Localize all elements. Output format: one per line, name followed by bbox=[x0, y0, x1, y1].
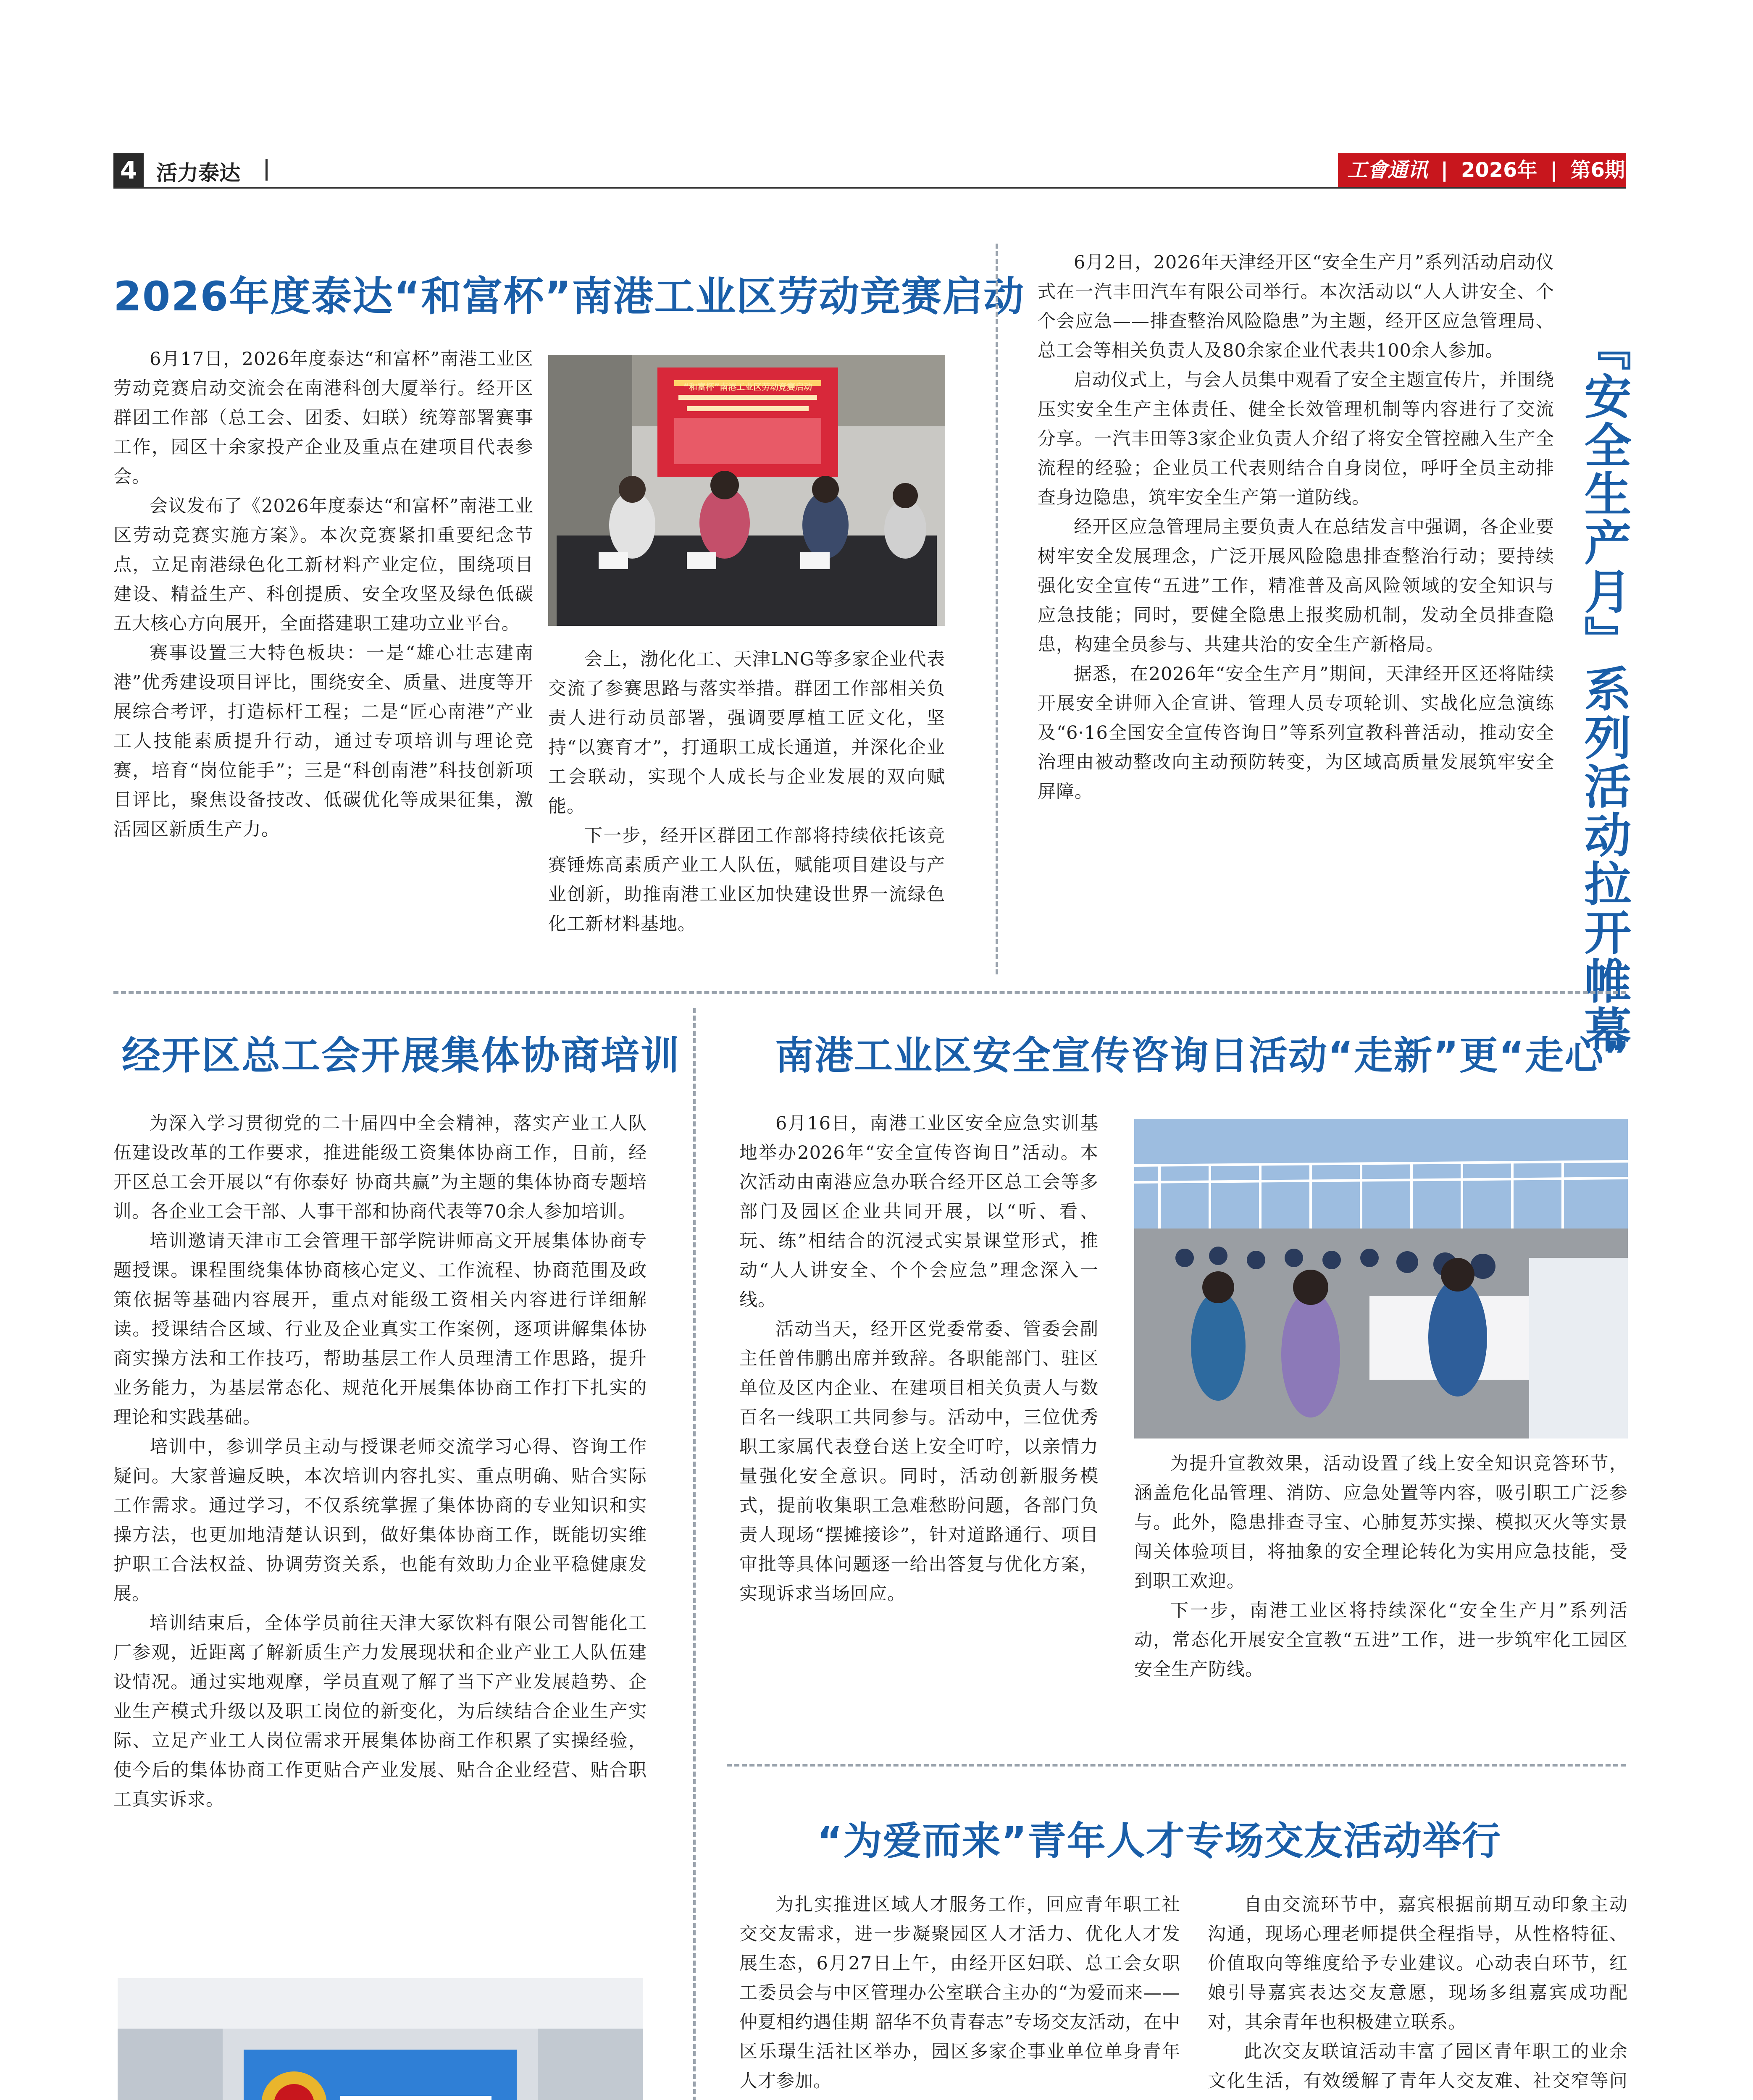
section-divider bbox=[727, 1764, 1626, 1767]
paragraph bbox=[739, 2096, 1180, 2100]
vertical-title: 『安全生产月』系列活动拉开帷幕 bbox=[1577, 323, 1631, 1054]
header-sep: | bbox=[1550, 158, 1558, 182]
article-title: “为爱而来”青年人才专场交友活动举行 bbox=[817, 1819, 1501, 1864]
banner-text: “和富杯”南港工业区劳动竞赛启动 bbox=[683, 382, 812, 392]
paragraph: 会上，渤化化工、天津LNG等多家企业代表交流了参赛思路与落实举措。群团工作部相关负责人进行动员部署，强调要厚植工匠文化，坚持“以赛育才”，打通职工成长通道，并深化企业工会联动，实现个人成长与企业发展的双向赋能。 bbox=[548, 649, 945, 817]
paragraph: 经开区应急管理局主要负责人在总结发言中强调，各企业要树牢安全发展理念，广泛开展风险隐患排查整治行动；要持续强化安全宣传“五进”工作，精准普及高风险领域的安全知识与应急技能；同时，要健全隐患上报奖励机制，发动全员排查隐患，构建全员参与、共建共治的安全生产新格局。 bbox=[1038, 517, 1554, 655]
section-separator bbox=[265, 159, 268, 181]
training-photo bbox=[118, 1978, 643, 2100]
page-number-badge: 4 bbox=[113, 153, 144, 187]
paragraph: 活动当天，经开区党委常委、管委会副主任曾伟鹏出席并致辞。各职能部门、驻区单位及区内企业、在建项目相关负责人与数百名一线职工共同参与。活动中，三位优秀职工家属代表登台送上安全叮咛，以亲情力量强化安全意识。同时，活动创新服务模式，提前收集职工急难愁盼问题，各部门负责人现场“摆摊接诊”，针对道路通行、项目审批等具体问题逐一给出答复与优化方案，实现诉求当场回应。 bbox=[739, 1319, 1099, 1604]
header-sep: | bbox=[1440, 158, 1448, 182]
section-label: 活力泰达 bbox=[156, 161, 240, 185]
brand-name: 工會通讯 bbox=[1347, 158, 1428, 182]
header-year: 2026年 bbox=[1461, 158, 1537, 182]
article-title: 经开区总工会开展集体协商培训 bbox=[122, 1033, 681, 1078]
paragraph: 6月17日，2026年度泰达“和富杯”南港工业区劳动竞赛启动交流会在南港科创大厦举行。经开区群团工作部（总工会、团委、妇联）统筹部署赛事工作，园区十余家投产企业及重点在建项目代表参会。 bbox=[113, 349, 534, 487]
header-brand-box bbox=[1338, 153, 1626, 187]
section-divider bbox=[113, 991, 1626, 994]
paragraph: 会议发布了《2026年度泰达“和富杯”南港工业区劳动竞赛实施方案》。本次竞赛紧扣重要纪念节点，立足南港绿色化工新材料产业定位，围绕项目建设、精益生产、科创提质、安全攻坚及绿色低碳五大核心方向展开，全面搭建职工建功立业平台。 bbox=[113, 496, 534, 634]
paragraph: 培训邀请天津市工会管理干部学院讲师高文开展集体协商专题授课。课程围绕集体协商核心定义、工作流程、协商范围及政策依据等基础内容展开，重点对能级工资相关内容进行详细解读。授课结合区域、行业及企业真实工作案例，逐项讲解集体协商实操方法和工作技巧，帮助基层工作人员理清工作思路，提升业务能力，为基层常态化、规范化开展集体协商工作打下扎实的理论和实践基础。 bbox=[113, 1231, 647, 1428]
paragraph: 据悉，在2026年“安全生产月”期间，天津经开区还将陆续开展安全讲师入企宣讲、管理人员专项轮训、实战化应急演练及“6·16全国安全宣传咨询日”等系列宣教科普活动，推动安全治理由被动整改向主动预防转变，为区域高质量发展筑牢安全屏障。 bbox=[1038, 664, 1554, 802]
column-divider bbox=[693, 1008, 696, 2100]
article-body-left bbox=[113, 344, 534, 844]
paragraph: 赛事设置三大特色板块：一是“雄心壮志建南港”优秀建设项目评比，围绕安全、质量、进度等开展综合考评，打造标杆工程；二是“匠心南港”产业工人技能素质提升行动，通过专项培训与理论竞赛，培育“岗位能手”；三是“科创南港”科技创新项目评比，聚焦设备技改、低碳优化等成果征集，激活园区新质生产力。 bbox=[113, 643, 534, 840]
article-body-right bbox=[1208, 1890, 1628, 2100]
safety-day-photo-illustration bbox=[1134, 1119, 1628, 1438]
paragraph: 自由交流环节中，嘉宾根据前期互动印象主动沟通，现场心理老师提供全程指导，从性格特征、价值取向等维度给予专业建议。心动表白环节，红娘引导嘉宾表达交友意愿，现场多组嘉宾成功配对，其余青年也积极建立联系。 bbox=[1208, 1894, 1628, 2033]
safety-day-photo bbox=[1134, 1119, 1628, 1438]
paragraph: 此次交友联谊活动丰富了园区青年职工的业余文化生活，有效缓解了青年人交友难、社交窄等问 bbox=[1208, 2041, 1628, 2092]
paragraph: 为提升宣教效果，活动设置了线上安全知识竞答环节，涵盖危化品管理、消防、应急处置等内容，吸引职工广泛参与。此外，隐患排查寻宝、心肺复苏实操、模拟灭火等实景闯关体验项目，将抽象的安全理论转化为实用应急技能，受到职工欢迎。 bbox=[1134, 1453, 1628, 1592]
paragraph: 6月2日，2026年天津经开区“安全生产月”系列活动启动仪式在一汽丰田汽车有限公司举行。本次活动以“人人讲安全、个个会应急——排查整治风险隐患”为主题，经开区应急管理局、总工会等相关负责人及80余家企业代表共100余人参加。 bbox=[1038, 252, 1554, 361]
meeting-photo-illustration bbox=[548, 355, 945, 626]
article-body-left bbox=[739, 1109, 1099, 1609]
article-body bbox=[1038, 248, 1554, 806]
paragraph: 启动仪式上，与会人员集中观看了安全主题宣传片，并围绕压实安全生产主体责任、健全长效管理机制等内容进行了交流分享。一汽丰田等3家企业负责人介绍了将安全管控融入生产全流程的经验；企业员工代表则结合自身岗位，呼吁全员主动排查身边隐患，筑牢安全生产第一道防线。 bbox=[1038, 370, 1554, 508]
meeting-photo bbox=[548, 355, 945, 626]
paragraph: 为扎实推进区域人才服务工作，回应青年职工社交交友需求，进一步凝聚园区人才活力、优化人才发展生态，6月27日上午，由经开区妇联、总工会女职工委员会与中区管理办公室联合主办的“为爱而来——仲夏相约遇佳期 韶华不负青春志”专场交友活动，在中区乐璟生活社区举办，园区多家企事业单位单身青年人才参加。 bbox=[739, 1894, 1180, 2092]
article-body-right bbox=[1134, 1449, 1628, 1684]
training-photo-illustration bbox=[118, 1978, 643, 2100]
article-body-left bbox=[739, 1890, 1180, 2100]
article-title: 南港工业区安全宣传咨询日活动“走新”更“走心” bbox=[775, 1033, 1630, 1078]
header-issue: 第6期 bbox=[1570, 158, 1625, 182]
paragraph: 为深入学习贯彻党的二十届四中全会精神，落实产业工人队伍建设改革的工作要求，推进能级工资集体协商工作，日前，经开区总工会开展以“有你泰好 协商共赢”为主题的集体协商专题培训。各企业工会干部、人事干部和协商代表等70余人参加培训。 bbox=[113, 1113, 647, 1222]
article-title: 2026年度泰达“和富杯”南港工业区劳动竞赛启动 bbox=[113, 273, 1025, 320]
header-rule bbox=[113, 187, 1626, 189]
paragraph: 培训中，参训学员主动与授课老师交流学习心得、咨询工作疑问。大家普遍反映，本次培训内容扎实、重点明确、贴合实际工作需求。通过学习，不仅系统掌握了集体协商的专业知识和实操方法，也更加地清楚认识到，做好集体协商工作，既能切实维护职工合法权益、协调劳资关系，也能有效助力企业平稳健康发展。 bbox=[113, 1436, 647, 1604]
paragraph: 培训结束后，全体学员前往天津大冢饮料有限公司智能化工厂参观，近距离了解新质生产力发展现状和企业产业工人队伍建设情况。通过实地观摩，学员直观了解了当下产业发展趋势、企业生产模式升级以及职工岗位的新变化，为后续结合企业生产实际、立足产业工人岗位需求开展集体协商工作积累了实操经验，使今后的集体协商工作更贴合产业发展、贴合企业经营、贴合职工真实诉求。 bbox=[113, 1613, 647, 1810]
article-body bbox=[113, 1109, 647, 1814]
paragraph: 下一步，南港工业区将持续深化“安全生产月”系列活动，常态化开展安全宣教“五进”工作，进一步筑牢化工园区安全生产防线。 bbox=[1134, 1600, 1628, 1680]
article-body-right bbox=[548, 645, 945, 939]
column-divider bbox=[996, 244, 998, 974]
paragraph: 下一步，经开区群团工作部将持续依托该竞赛锤炼高素质产业工人队伍，赋能项目建设与产业创新，助推南港工业区加快建设世界一流绿色化工新材料基地。 bbox=[548, 825, 945, 934]
paragraph: 6月16日，南港工业区安全应急实训基地举办2026年“安全宣传咨询日”活动。本次活动由南港应急办联合经开区总工会等多部门及园区企业共同开展，以“听、看、玩、练”相结合的沉浸式实景课堂形式，推动“人人讲安全、个个会应急”理念深入一线。 bbox=[739, 1113, 1099, 1310]
